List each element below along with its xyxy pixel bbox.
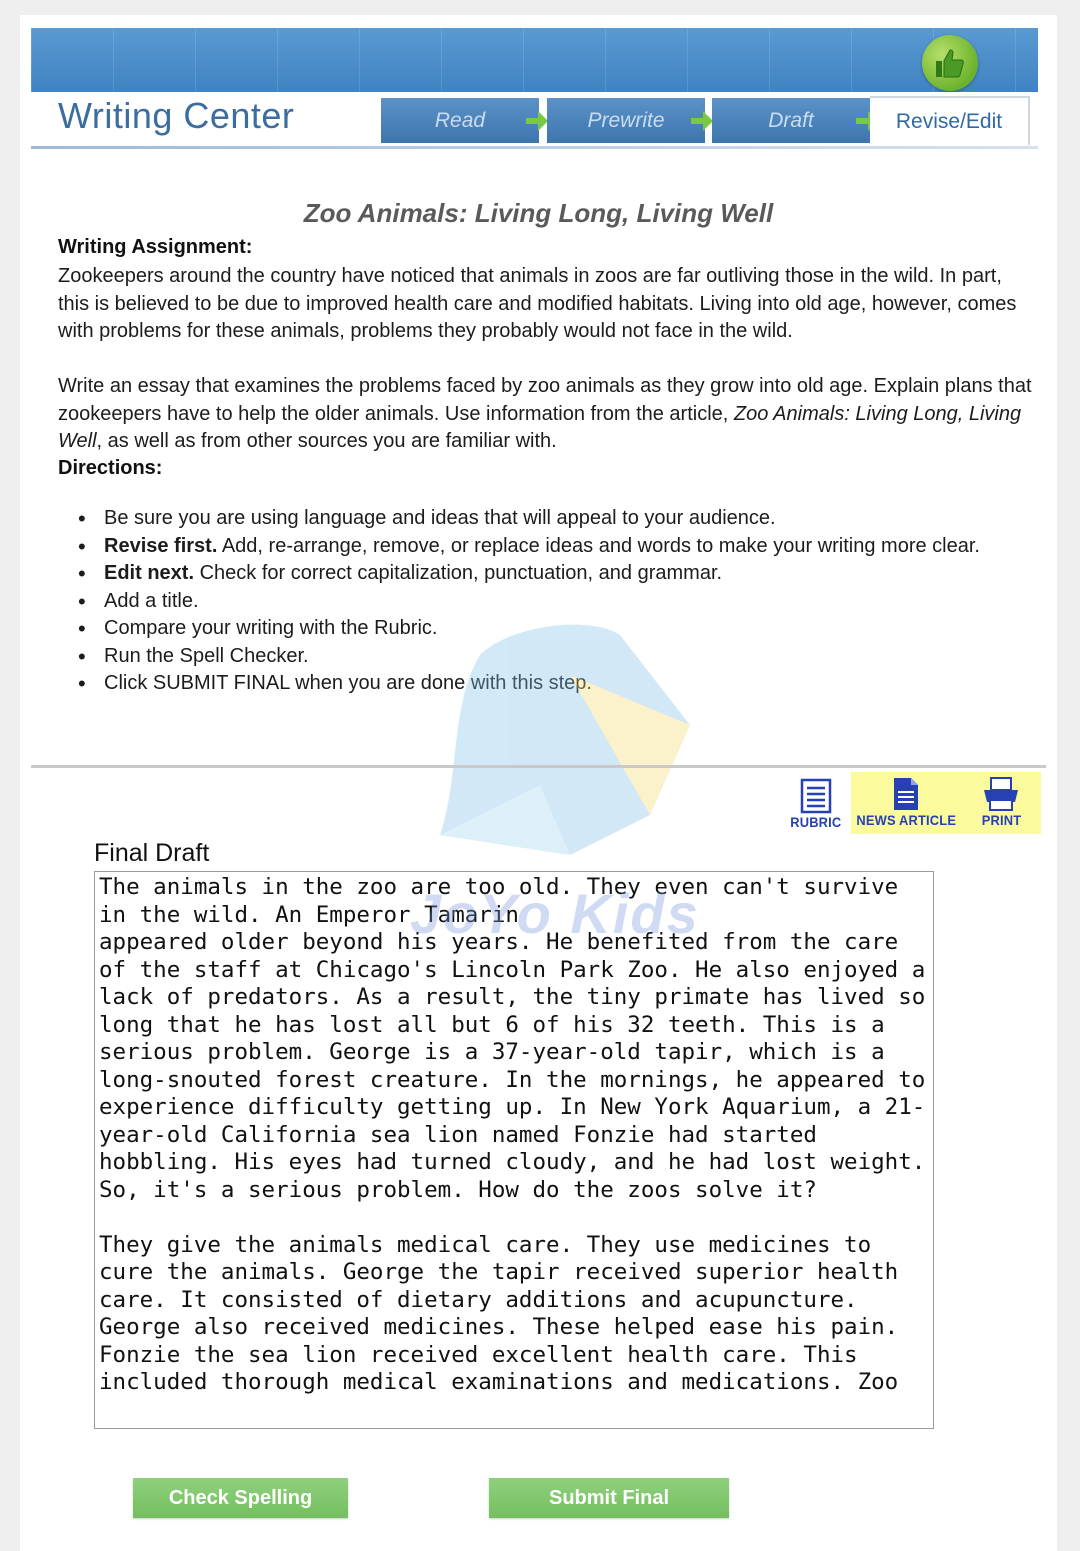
print-button[interactable]: PRINT (961, 772, 1041, 828)
directions-heading: Directions: (58, 457, 163, 479)
step-tabs (381, 98, 1031, 143)
printer-icon (981, 776, 1021, 812)
brand-title: Writing Center (58, 95, 295, 136)
news-article-button[interactable]: NEWS ARTICLE PRINT (851, 772, 1041, 834)
check-spelling-button[interactable]: Check Spelling (133, 1478, 348, 1518)
final-draft-textarea[interactable] (94, 871, 934, 1429)
tab-draft[interactable]: Draft (712, 98, 870, 143)
draft-text[interactable]: The animals in the zoo are too old. They even can't survive in the wild. An Emperor Tamarin appeared older beyond his years. He benefited from the care of the staff at Chicago's Lincoln Park Zoo. He also enjoyed a lack of predators. As a result, the tiny primate has lived so long that he has lost all but 6 of his 32 teeth. This is a serious problem. George is a 37-year-old tapir, which is a long-snouted forest creature. In the mornings, he appeared to experience difficulty getting up. In New York Aquarium, a 21-year-old California sea lion named Fonzie had started hobbling. His eyes had turned cloudy, and he had lost weight. So, it's a serious problem. How do the zoos solve it? They give the animals medical care. They use medicines to cure the animals. George the tapir received superior health care. It consisted of dietary additions and acupuncture. George also received medicines. These helped ease his pain. Fonzie the sea lion received excellent health care. This included thorough medical examinations and medications. Zoo (99, 874, 926, 1395)
writing-assignment-heading: Writing Assignment: (58, 236, 253, 258)
list-item: • Add a title. (104, 588, 1024, 616)
watermark-text: JoYo Kids (410, 882, 700, 945)
thumbs-up-icon (922, 35, 978, 91)
submit-final-button[interactable]: Submit Final (489, 1478, 729, 1518)
tab-prewrite[interactable]: Prewrite (547, 98, 705, 143)
assignment-instructions: Write an essay that examines the problems faced by zoo animals as they grow into old age. Explain plans that zookeepers have to help the older animals. Use information from the article, Zoo Animals: Living Long, Living Well, as well as from other sources you are familiar with. (58, 375, 1032, 452)
section-divider (31, 765, 1046, 768)
tab-read[interactable]: Read (381, 98, 539, 143)
watermark-logo (420, 615, 700, 865)
list-item: • Compare your writing with the Rubric. (104, 615, 1024, 643)
rubric-button[interactable]: RUBRIC (785, 772, 847, 834)
document-icon (890, 776, 922, 812)
article-title-reference: Zoo Animals: Living Long, Living Well (58, 402, 1022, 452)
assignment-paragraph: Zookeepers around the country have noticed that animals in zoos are far outliving those in the wild. In part, this is believed to be due to improved health care and modified habitats. Living into old age, however, comes with problems for these animals, problems they probably would not face in the wild. (58, 265, 1017, 342)
resource-toolbar (785, 772, 1041, 834)
list-item: • Click SUBMIT FINAL when you are done with this step. (104, 670, 1024, 698)
list-item: • Edit next. Check for correct capitalization, punctuation, and grammar. (104, 560, 1024, 588)
page (20, 15, 1057, 1551)
list-item: • Be sure you are using language and ideas that will appeal to your audience. (104, 505, 1024, 533)
rubric-icon (798, 778, 834, 814)
tab-revise-edit[interactable]: Revise/Edit (870, 96, 1030, 145)
final-draft-label: Final Draft (94, 839, 210, 867)
list-item: • Revise first. Add, re-arrange, remove, or replace ideas and words to make your writing more clear. (104, 533, 1024, 561)
assignment-title: Zoo Animals: Living Long, Living Well (303, 198, 774, 228)
list-item: • Run the Spell Checker. (104, 643, 1024, 671)
header-banner (31, 28, 1038, 92)
